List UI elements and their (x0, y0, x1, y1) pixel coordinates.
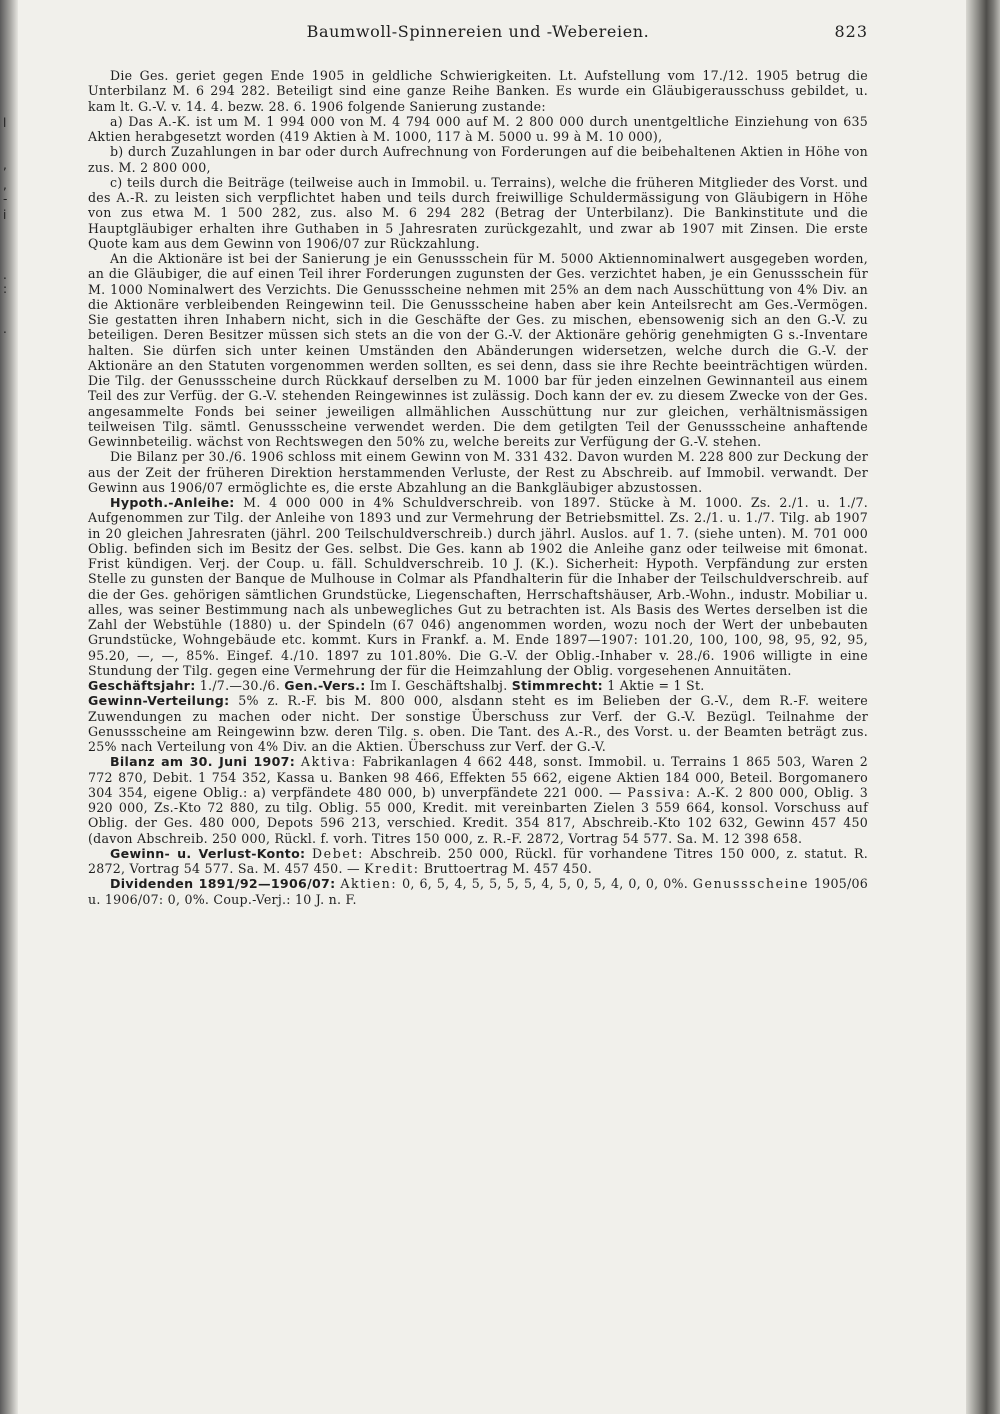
div-aktien-text: 0, 6, 5, 4, 5, 5, 5, 5, 4, 5, 0, 5, 4, 0, 0, 0%. (402, 876, 688, 892)
kredit-label: Kredit: (364, 861, 420, 876)
paragraph-bilanz-1906: Die Bilanz per 30./6. 1906 schloss mit einem Gewinn von M. 331 432. Davon wurden M. 228 800 zur Deckung der aus der Zeit der früheren Direktion herstammenden Verluste, der Rest zu Abschreib. auf Immobil. verwandt. Der Gewinn aus 1906/07 ermöglichte es, die erste Abzahlung an die Bankgläubiger abzustossen. (88, 449, 868, 495)
gen-vers-label: Gen.-Vers.: (284, 678, 366, 693)
section-geschaeftsjahr (88, 678, 868, 693)
page-body (88, 68, 868, 907)
margin-mark: - (3, 192, 8, 206)
section-bilanz (88, 754, 868, 846)
debet-text: Abschreib. 250 000, Rückl. für vorhandene Titres 150 000, z. statut. R. 2872, Vortrag 54 577. Sa. M. 457 450. — (88, 845, 868, 876)
gewinn-verteilung-text: 5% z. R.-F. bis M. 800 000, alsdann steht es im Belieben der G.-V., dem R.-F. weitere Zuwendungen zu machen oder nicht. Der sonstige Überschuss zur Verf. der G.-V. Bezügl. Teilnahme der Genussscheine am Reingewinn bzw. deren Tilg. s. oben. Die Tant. des A.-R., des Vorst. u. der Beamten beträgt zus. 25% nach Verteilung von 4% Div. an die Aktien. Überschuss zur Verf. der G.-V. (88, 693, 868, 754)
passiva-label: Passiva: (627, 784, 692, 800)
aktiva-label: Aktiva: (300, 754, 357, 770)
margin-mark: . (3, 322, 7, 336)
paragraph-item-c: c) teils durch die Beiträge (teilweise auch in Immobil. u. Terrains), welche die früheren Mitglieder des Vorst. und des A.-R. zu leisten sich verpflichtet haben und teils durch freiwillige Schuldermässigung von Gläubigern in Höhe von zus etwa M. 1 500 282, zus. also M. 6 294 282 (Betrag der Unterbilanz). Die Bankinstitute und die Hauptgläubiger erhalten ihre Guthaben in 5 Jahresraten zurückgezahlt, und zwar ab 1907 mit Zinsen. Die erste Quote kam aus dem Gewinn von 1906/07 zur Rückzahlung. (88, 174, 868, 251)
hypoth-text: M. 4 000 000 in 4% Schuldverschreib. von 1897. Stücke à M. 1000. Zs. 2./1. u. 1./7. Aufgenommen zur Tilg. der Anleihe von 1893 und zur Vermehrung der Betriebsmittel. Zs. 2./1. u. 1./7. Tilg. ab 1907 in 20 gleichen Jahresraten (jährl. 200 Teilschuldverschreib.) durch jährl. Auslos. auf 1. 7. (siehe unten). M. 701 000 Oblig. befinden sich im Besitz der Ges. selbst. Die Ges. kann ab 1902 die Anleihe ganz oder teilweise mit 6monat. Frist kündigen. Verj. der Coup. u. fäll. Schuldverschreib. 10 J. (K.). Sicherheit: Hypoth. Verpfändung zur ersten Stelle zu gunsten der Banque de Mulhouse in Colmar als Pfandhalterin für die Inhaber der Teilschuldverschreib. auf die der Ges. gehörigen sämtlichen Grundstücke, Liegenschaften, Herrschaftshäuser, Arb.-Wohn., industr. Mobiliar u. alles, was seiner Bestimmung nach als unbewegliches Gut zu betrachten ist. Als Basis des Wertes derselben ist die Zahl der Webstühle (1880) u. der Spindeln (67 046) angenommen worden, wozu noch der Wert der unbebauten Grundstücke, Wohngebäude etc. kommt. Kurs in Frankf. a. M. Ende 1897—1907: 101.20, 100, 100, 98, 95, 92, 95, 95.20, —, —, 85%. Eingef. 4./10. 1897 zu 101.80%. Die G.-V. der Oblig.-Inhaber v. 28./6. 1906 willigte in eine Stundung der Tilg. gegen eine Vermehrung der für die Heimzahlung der Oblig. vorgesehenen Annuitäten. (88, 495, 868, 678)
section-dividenden (88, 876, 868, 907)
stimmrecht-label: Stimmrecht: (511, 678, 603, 693)
page-number: 823 (834, 22, 868, 41)
section-gewinn-verlust-konto (88, 846, 868, 877)
div-genuss-text: 1905/06 u. 1906/07: 0, 0%. Coup.-Verj.: 10 J. n. F. (88, 876, 868, 907)
paragraph-genussscheine: An die Aktionäre ist bei der Sanierung je ein Genussschein für M. 5000 Aktiennominalwert ausgegeben worden, an die Gläubiger, die auf einen Teil ihrer Forderungen zugunsten der Ges. verzichtet haben, je ein Genussschein für M. 1000 Nominalwert des Verzichts. Die Genussscheine nehmen mit 25% an dem nach Ausschüttung von 4% Div. an die Aktionäre verbleibenden Reingewinn teil. Die Genussscheine haben aber kein Anteilsrecht am Ges.-Vermögen. Sie gestatten ihren Inhabern nicht, sich in die Geschäfte der Ges. zu mischen, ebensowenig sich an den G.-V. zu beteiligen. Deren Besitzer müssen sich stets an die von der G.-V. der Aktionäre gehörig genehmigten G s.-Inventare halten. Sie dürfen sich unter keinen Umständen den Abänderungen widersetzen, welche durch die G.-V. der Aktionäre an den Statuten vorgenommen werden sollten, es sei denn, dass sie ihre Rechte beeinträchtigen würden. Die Tilg. der Genussscheine durch Rückkauf derselben zu M. 1000 bar für jeden einzelnen Gewinnanteil aus einem Teil des zur Verfüg. der G.-V. stehenden Reingewinnes ist zulässig. Doch kann der ev. zu diesem Zwecke von der Ges. angesammelte Fonds bei seiner jeweiligen allmählichen Ausschüttung nur zur gleichen, verhältnismässigen teilweisen Tilg. sämtl. Genussscheine verwendet werden. Die dem getilgten Teil der Genussscheine anhaftende Gewinnbeteilig. wächst von Rechtswegen den 50% zu, welche bereits zur Verfügung der G.-V. stehen. (88, 251, 868, 449)
running-header (88, 22, 868, 48)
right-page-edge (966, 0, 1000, 1414)
section-hypoth-anleihe (88, 495, 868, 678)
hypoth-label: Hypoth.-Anleihe: (110, 495, 235, 510)
margin-mark: , (3, 158, 7, 172)
debet-label: Debet: (311, 845, 364, 861)
margin-mark: . (3, 268, 7, 282)
gen-vers-text: Im I. Geschäftshalbj. (369, 678, 508, 693)
div-genuss-label: Genussscheine (692, 876, 810, 892)
page-title: Baumwoll-Spinnereien und -Webereien. (306, 22, 650, 41)
margin-mark: , (3, 178, 7, 192)
kredit-text: Bruttoertrag M. 457 450. (423, 861, 593, 876)
margin-mark: : (3, 282, 8, 296)
gewinn-verteilung-label: Gewinn-Verteilung: (88, 693, 230, 709)
dividenden-label: Dividenden 1891/92—1906/07: (110, 876, 336, 892)
geschaeftsjahr-label: Geschäftsjahr: (88, 678, 196, 693)
margin-mark: l (3, 116, 7, 130)
guv-label: Gewinn- u. Verlust-Konto: (110, 845, 306, 861)
geschaeftsjahr-text: 1./7.—30./6. (199, 678, 280, 693)
section-gewinn-verteilung (88, 693, 868, 754)
aktiva-text: Fabrikanlagen 4 662 448, sonst. Immobil. u. Terrains 1 865 503, Waren 2 772 870, Debit. 1 754 352, Kassa u. Banken 98 466, Effekten 55 662, eigene Aktien 184 000, Beteil. Borgomanero 304 354, eigene Oblig.: a) verpfändete 480 000, b) unverpfändete 221 000. — (88, 754, 868, 800)
paragraph-sanierung: Die Ges. geriet gegen Ende 1905 in geldliche Schwierigkeiten. Lt. Aufstellung vom 17./12. 1905 betrug die Unterbilanz M. 6 294 282. Beteiligt sind eine ganze Reihe Banken. Es wurde ein Gläubigerausschuss gebildet, u. kam lt. G.-V. v. 14. 4. bezw. 28. 6. 1906 folgende Sanierung zustande: (88, 68, 868, 114)
stimmrecht-text: 1 Aktie = 1 St. (607, 678, 705, 693)
bilanz-label: Bilanz am 30. Juni 1907: (110, 754, 296, 770)
passiva-text: A.-K. 2 800 000, Oblig. 3 920 000, Zs.-Kto 72 880, zu tilg. Oblig. 55 000, Kredit. mit vereinbarten Zielen 3 559 664, konsol. Vorschuss auf Oblig. der Ges. 480 000, Depots 596 213, verschied. Kredit. 354 817, Abschreib.-Kto 102 632, Gewinn 457 450 (davon Abschreib. 250 000, Rückl. f. vorh. Titres 150 000, z. R.-F. 2872, Vortrag 54 577. Sa. M. 12 398 658. (88, 784, 868, 846)
paragraph-item-b: b) durch Zuzahlungen in bar oder durch Aufrechnung von Forderungen auf die beibehaltenen Aktien in Höhe von zus. M. 2 800 000, (88, 144, 868, 175)
margin-mark: i (3, 208, 7, 222)
paragraph-item-a: a) Das A.-K. ist um M. 1 994 000 von M. 4 794 000 auf M. 2 800 000 durch unentgeltliche Einziehung von 635 Aktien herabgesetzt worden (419 Aktien à M. 1000, 117 à M. 5000 u. 99 à M. 10 000), (88, 113, 868, 144)
div-aktien-label: Aktien: (340, 876, 398, 892)
